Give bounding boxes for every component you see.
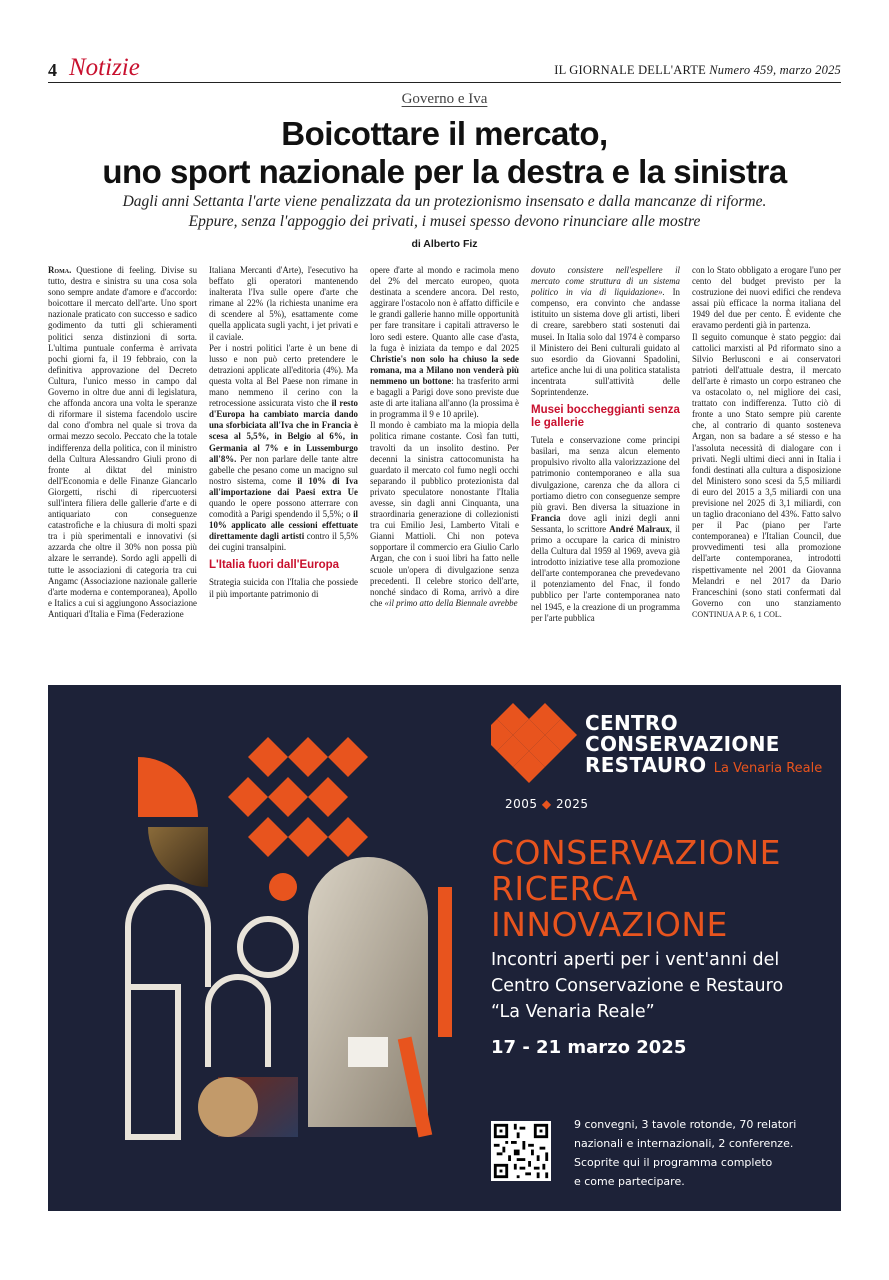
bold-run: il resto d'Europa ha cambiato marcia dando una sforbiciata all'Iva che in Francia è scesa al 5,5%, in Belgio al 6%, in Germania al 7% e in Lussemburgo all'8%. [209, 398, 358, 464]
ad-headline-line-1: CONSERVAZIONE [491, 833, 782, 872]
masthead-name: IL GIORNALE DELL'ARTE [554, 63, 706, 77]
paragraph [48, 265, 197, 620]
bold-run: André Malraux [609, 523, 670, 534]
brand-line-3 [585, 755, 822, 779]
subheading: L'Italia fuori dall'Europa [209, 559, 340, 572]
article-column-1 [48, 265, 197, 665]
italic-run: «il primo atto della Biennale avrebbe [384, 597, 518, 608]
masthead-issue: Numero 459, marzo 2025 [709, 63, 841, 77]
year-start: 2005 [505, 797, 538, 811]
text-run: dove agli inizi degli anni Sessanta, lo scrittore [531, 512, 680, 534]
article-column-2 [209, 265, 358, 665]
paragraph: Strategia suicida con l'Italia che possiede il più importante patrimonio di [209, 577, 358, 599]
paragraph [370, 420, 519, 609]
paragraph: Italiana Mercanti d'Arte), l'esecutivo ha beffato gli operatori mantenendo inalterata l'Iva sulle opere d'arte che rimane al 22% (la richiesta unanime era di scendere al 5%), esattamente come quella applicata sugli yacht, i jet privati e il caviale. [209, 265, 358, 342]
article-headline [48, 115, 841, 191]
ad-description [491, 947, 783, 1025]
italic-run: dovuto consistere nell'espellere il mercato come struttura di un sistema politico in via di liquidazione». [531, 265, 680, 298]
portrait-photo [198, 1077, 258, 1137]
ad-brand [585, 713, 822, 779]
text-run: In compenso, era convinto che andasse istituito un sistema dove gli artisti, liberi di creare, sarebbero stati sostenuti dai musei. In Italia solo dal 1974 è comparso il Ministero dei Beni culturali guidato al suo esordio da Giovanni Spadolini, artefice anche lui di una politica statalista incentrata sull'attività delle Soprintendenze. [531, 287, 680, 398]
paragraph [370, 265, 519, 420]
bold-run: il 10% applicato alle cessioni effettuate direttamente dagli artisti [209, 509, 358, 542]
orange-dot [269, 873, 297, 901]
logo-icon [491, 703, 577, 789]
masthead [554, 63, 841, 78]
text-run: quando le opere possono atterrare con comodità a Parigi spendendo il 5,5%; o [209, 497, 358, 520]
ad-info-line-2: nazionali e internazionali, 2 conferenze. [574, 1137, 794, 1150]
diamond-pattern [228, 737, 368, 857]
page-number: 4 [48, 60, 57, 80]
article-column-4 [531, 265, 680, 665]
paragraph-text: Questione di feeling. Divise su tutto, destra e sinistra su una cosa sola sono sempre andate d'amore e d'accordo: boicottare il mercato dell'arte. Uno sport nazionale praticato con successo e sadico godimento da tutti gli schieramenti politici senza distinzioni di sorta. L'ultima puntuale conferma è arrivata pochi giorni fa, il 19 febbraio, con la definitiva approvazione del Decreto Cultura, l'unico messo in campo dal Governo in oltre due anni di legislatura, che affonda ancora una volta le speranze di riformare il sistema facendolo uscire dal cono d'ombra nel quale si trova da ormai mezzo secolo. Peccato che la totale indifferenza della politica, con il ministro della Cultura Alessandro Giuli prono di fronte al diktat del ministro dell'Economia e delle Finanze Giancarlo Giorgetti, rischi di ripercuotersi sull'intera filiera delle gallerie d'arte e di antiquariato con conseguenze catastrofiche e la chiusura di molti spazi tra i più sperimentali e innovativi (si azzarda che oltre il 30% non possa più alzare le serrande). Sordo agli appelli di tutte le associazioni di categoria tra cui Angamc (Associazione nazionale gallerie d'arte moderna e contemporanea), Apollo e Italics a cui si aggiungono Associazione Antiquari d'Italia e Fima (Federazione [48, 265, 197, 619]
year-end: 2025 [555, 797, 589, 811]
bold-run: Francia [531, 512, 561, 523]
text-run: , il primo a occupare la carica di ministro della Cultura dal 1959 al 1969, aveva già introdotto iniziative tese alla promozione dell'arte contemporanea che prevedevano il potenziamento del Fnac, il fondo pubblico per l'arte contemporanea nato nel 1945, e la creazione di un programma per l'arte pubblica [531, 523, 680, 623]
paragraph [531, 265, 680, 398]
ad-description-line-2: Centro Conservazione e Restauro [491, 976, 784, 996]
text-run: Il mondo è cambiato ma la miopia della politica rimane costante. Così fan tutti, travolti da un insolito destino. Per decenni la sinistra cattocomunista ha guardato il mercato col fumo negli occhi separando il pubblico protezionista dal privato speculatore nonostante l'Italia avesse, sin dagli anni Cinquanta, una straordinaria generazione di collezionisti tra cui Emilio Jesi, Lamberto Vitali e Gianni Mattioli. Chi non poteva sopportare il commercio era Giulio Carlo Argan, che con i suoi libri ha fatto nelle scuole un'opera di divulgazione senza precedenti. Il celebre storico dell'arte, nonché sindaco di Roma, arrivò a dire che [370, 420, 519, 608]
ad-info-line-1: 9 convegni, 3 tavole rotonde, 70 relatori [574, 1118, 797, 1131]
bold-run: Christie's non solo ha chiuso la sede romana, ma a Milano non venderà più nemmeno un bottone [370, 353, 519, 386]
text-run: Il seguito comunque è stato peggio: dai cattolici marxisti al Pd riformato sino a Silvio Berlusconi e ai conservatori patrioti dell'attuale destra, il mercato dell'arte è rimasto un corpo estraneo che va ostacolato o, nel migliore dei casi, trattato con indifferenza. Tutto ciò di fronte a uno Stato sempre più carente che, al contrario di quanto sosteneva Argan, non sa badare a sé stesso e ha l'assoluta necessità di dialogare con i privati. Negli ultimi dieci anni in Italia i fondi destinati alla cultura a disposizione del Ministero sono scesi da 5,5 miliardi di euro del 2015 a 3,5 miliardi con una previsione nel 2025 di 3,1 miliardi, con un taglio draconiano del 43%. Fatto salvo per il Pac (piano per l'arte contemporanea) e l'Italian Council, due provvedimenti tesi alla promozione dell'arte contemporanea, introdotti rispettivamente nel 2001 da Giovanna Melandri e nel 2017 da Dario Franceschini (sono stati confermati dal Governo con uno stanziamento [692, 331, 841, 608]
paragraph: con lo Stato obbligato a erogare l'uno per cento del budget previsto per la costruzione dei nuovi edifici che rendeva assai più efficace la norma italiana del 1949 del due per cento. È evidente che eravamo perdenti già in partenza. [692, 265, 841, 331]
text-run: contro il 5,5% dei cugini transalpini. [209, 531, 358, 553]
qr-code-icon[interactable] [491, 1121, 551, 1181]
dateline: Roma. [48, 265, 72, 275]
ad-artwork [108, 737, 468, 1157]
paragraph [209, 343, 358, 554]
paragraph [692, 332, 841, 620]
paragraph [531, 435, 680, 624]
section-title: Notizie [69, 54, 140, 81]
ad-description-line-1: Incontri aperti per i vent'anni del [491, 950, 780, 970]
article-column-5 [692, 265, 841, 665]
deck-line-1: Dagli anni Settanta l'arte viene penalizzata da un protezionismo insensato e dalla mancanze di riforme. [122, 193, 767, 210]
ad-dates: 17 - 21 marzo 2025 [491, 1037, 687, 1058]
brand-line-2: CONSERVAZIONE [585, 732, 780, 756]
text-run: Per non parlare delle tante altre gabelle che pesano come un macigno sul nostro sistema, come [209, 453, 358, 486]
ad-info-line-3: Scoprite qui il programma completo [574, 1156, 773, 1169]
deck-line-2: Eppure, senza l'appoggio dei privati, i musei spesso devono rinunciare alle mostre [188, 213, 701, 230]
half-circle-shape [138, 757, 198, 817]
header-rule [48, 82, 841, 83]
ad-info-line-4: e come partecipare. [574, 1175, 685, 1188]
ad-headline-line-2: RICERCA [491, 869, 638, 908]
article-body [48, 265, 841, 665]
text-run: Per i nostri politici l'arte è un bene di lusso e non può certo pretendere le detrazioni applicate all'editoria (4%). Ma questa volta al Bel Paese non rimane in mano nemmeno il cerino con la retrocessione assicurata visto che [209, 342, 358, 409]
photo-fragment [148, 827, 208, 887]
diamond-icon: ◆ [541, 797, 552, 811]
headline-line-2: uno sport nazionale per la destra e la sinistra [102, 153, 787, 190]
ad-headline [491, 835, 781, 943]
article-column-3 [370, 265, 519, 665]
text-run: : ha trasferito armi e bagagli a Parigi dove sono previste due aste di arte italiana all'anno (la prossima è in programma il 9 e 10 aprile). [370, 375, 519, 420]
continued-link[interactable]: CONTINUA A P. 6, 1 COL. [692, 609, 782, 619]
restorer-figure [348, 1037, 388, 1067]
brand-name: RESTAURO [585, 753, 707, 777]
article-byline: di Alberto Fiz [411, 238, 478, 250]
ad-headline-line-3: INNOVAZIONE [491, 905, 728, 944]
article-deck [48, 192, 841, 232]
ad-description-line-3: “La Venaria Reale” [491, 1002, 655, 1022]
text-run: opere d'arte al mondo e racimola meno del 2% del mercato europeo, quota destinata a scendere ancora. Del resto, aggirare l'ostacolo non è affatto difficile e le grandi gallerie hanno mille opportunità per fare transitare i capitali attraverso le loro sedi estere. Quanto alle case d'asta, la fuga è iniziata da tempo e dal 2025 [370, 265, 519, 353]
brand-line-1: CENTRO [585, 711, 678, 735]
advertisement[interactable] [48, 685, 841, 1211]
ad-info [574, 1115, 796, 1191]
headline-line-1: Boicottare il mercato, [281, 115, 608, 152]
text-run: Tutela e conservazione come principi basilari, ma senza alcun elemento propulsivo rivolto alla valorizzazione del patrimonio contemporaneo e alla sua divulgazione, carenza che da allora ci portiamo dietro con conseguenze sempre più gravi. Ben diversa la situazione in [531, 435, 680, 512]
article-kicker: Governo e Iva [401, 91, 488, 107]
subheading: Musei boccheggianti senza le gallerie [531, 404, 680, 430]
bold-run: il 10% di Iva all'importazione dai Paesi extra Ue [209, 475, 358, 497]
brand-subtitle: La Venaria Reale [713, 761, 823, 776]
ad-anniversary [505, 797, 588, 811]
